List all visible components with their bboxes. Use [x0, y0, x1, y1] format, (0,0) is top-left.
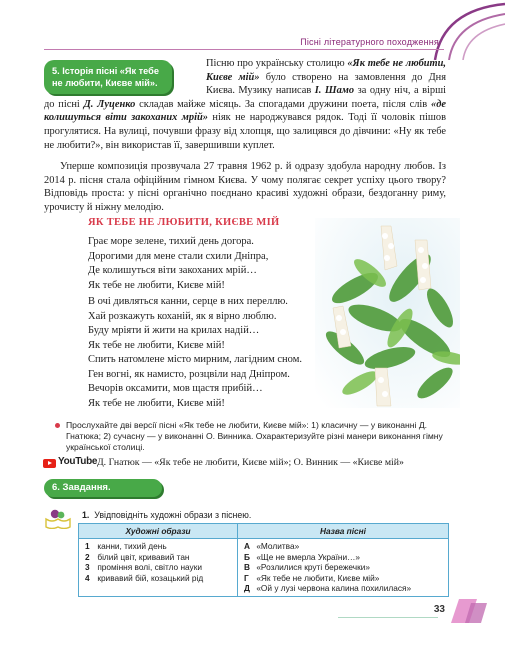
play-icon	[48, 461, 52, 465]
running-header: Пісні літературного походження	[300, 37, 439, 47]
songs-cell	[238, 539, 449, 597]
header-rule	[44, 49, 444, 50]
corner-decoration	[447, 597, 487, 625]
list-item: 4 кривавий бій, козацький рід	[85, 572, 204, 583]
table-header-row	[79, 524, 449, 539]
youtube-logo-text: YouTube	[58, 456, 98, 467]
song-stanza-3: Спить натомлене місто мирним, лагідним сном. Ген вогні, як намисто, розцвіли над Дніпром. Вечорів оксамити, мов щастя прибій… Як тебе не любити, Києве мій!	[88, 354, 302, 409]
list-item: 2 білий цвіт, кривавий тан	[85, 551, 190, 562]
list-item: Г «Як тебе не любити, Києве мій»	[244, 572, 380, 583]
list-item: 3 проміння волі, світло науки	[85, 562, 202, 573]
list-item: Б «Ще не вмерла України…»	[244, 551, 361, 562]
bullet-dot	[55, 423, 60, 428]
list-item: 1 канни, тихий день	[85, 541, 167, 551]
exercise-icon	[44, 507, 72, 529]
youtube-links[interactable]: Д. Гнатюк — «Як тебе не любити, Києве мій»; О. Винник — «Києве мій»	[97, 457, 404, 468]
song-stanza-1: Грає море зелене, тихий день догора. Дорогими для мене стали схили Дніпра, Де колишуться віти закоханих мрій… Як тебе не любити, Києве мій!	[88, 236, 269, 291]
list-item: Д «Ой у лузі червона калина похилилася»	[244, 583, 412, 594]
exercise-instruction: 1. Увідповідніть художні образи з піснею.	[82, 510, 252, 520]
listening-task: Прослухайте дві версії пісні «Як тебе не любити, Києве мій»: 1) класичну — у виконанні Д. Гнатюка; 2) сучасну — у виконанні О. Винника. Охарактеризуйте різні манери виконання гімну української столиці.	[66, 420, 443, 453]
footer-rule	[338, 617, 438, 618]
matching-table	[78, 523, 449, 597]
intro-paragraph: Пісню про українську столицю «Як тебе не любити, Києве мій» було створено на замовлення до Дня Києва. Музику написав І. Шамо за одну ніч, а вірші до пісні Д. Луценко складав майже місяць. За спогадами дружини поета, після слів «де колишуться віти закоханих мрій» ніяк не народжувався рядок. Тоді її чоловік пішов прогулятися. На вулиці, почувши фразу від хлопця, що залицявся до дівчини: «Ну як тебе не любити?», він використав її, завершивши куплет.	[44, 58, 446, 151]
list-item: А «Молитва»	[244, 541, 300, 551]
song-stanza-2: В очі дивляться канни, серце в них переллю. Хай розкажуть коханій, як я вірно люблю. Буду мріяти й жити на крилах надій… Як тебе не любити, Києве мій!	[88, 296, 288, 351]
images-cell	[79, 539, 238, 597]
list-item: В «Розлилися круті бережечки»	[244, 562, 370, 573]
chestnut-blossom-illustration	[315, 218, 460, 408]
section-6-heading: 6. Завдання.	[44, 479, 162, 497]
column-header-songs: Назва пісні	[238, 524, 449, 539]
column-header-images: Художні образи	[79, 524, 238, 539]
page-number: 33	[433, 604, 445, 615]
section-5-heading: 5. Історія пісні «Як тебе не любити, Києве мій».	[44, 60, 172, 94]
history-paragraph: Уперше композиція прозвучала 27 травня 1962 р. й одразу здобула народну любов. Із 2014 р. пісня стала офіційним гімном Києва. У чому полягає секрет успіху цього твору? Відповідь проста: у пісні органічно поєднано красиві художні образи, бездоганну риму, урочисту й ніжну мелодію.	[44, 161, 446, 213]
decorative-arcs	[425, 0, 505, 60]
song-title: ЯК ТЕБЕ НЕ ЛЮБИТИ, КИЄВЕ МІЙ	[88, 217, 280, 228]
table-row	[79, 539, 449, 597]
